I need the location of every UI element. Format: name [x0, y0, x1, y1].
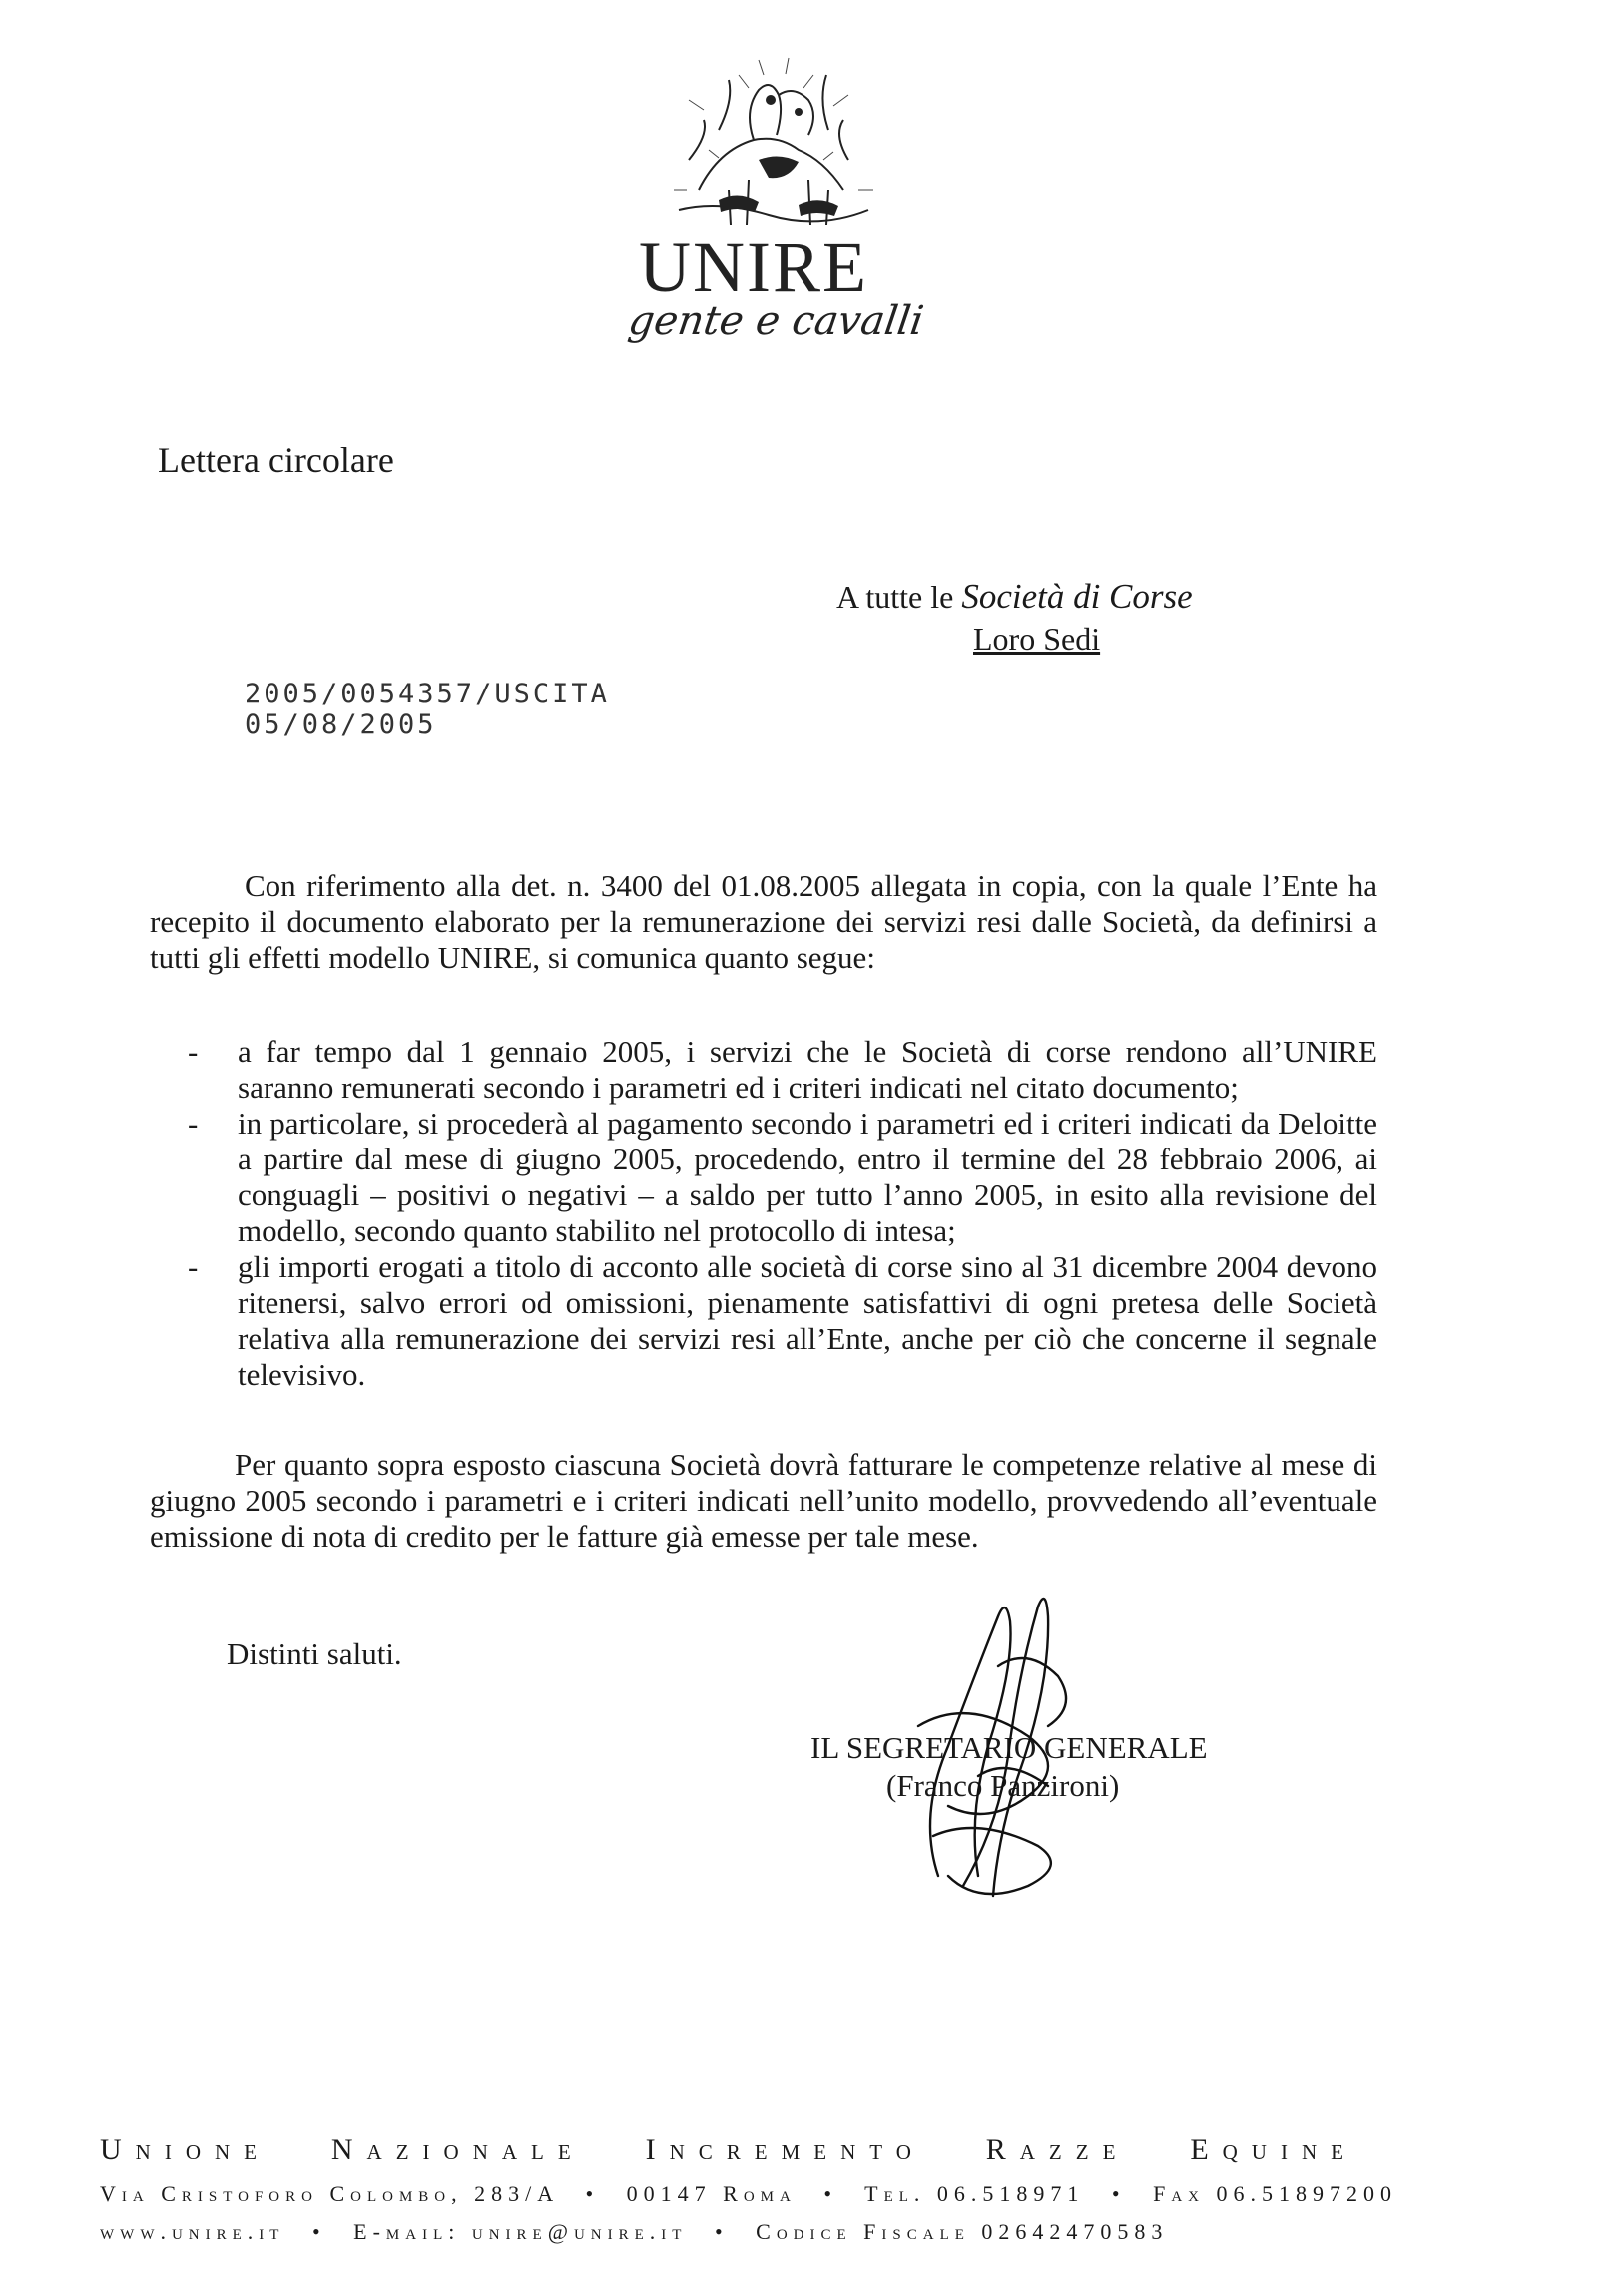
signatory-title: IL SEGRETARIO GENERALE [810, 1730, 1208, 1765]
handwritten-signature-icon [878, 1577, 1098, 1916]
protocol-number: 2005/0054357/USCITA [245, 679, 610, 709]
letterhead-name: UNIRE [639, 228, 868, 307]
recipient-name: Società di Corse [961, 577, 1193, 616]
list-item [180, 1249, 1377, 1393]
recipient [836, 577, 1193, 617]
footer-organization [100, 2133, 1357, 2167]
footer-postal: 00147 Roma [626, 2181, 797, 2206]
footer-tel: Tel. 06.518971 [864, 2181, 1085, 2206]
protocol-date: 05/08/2005 [245, 709, 437, 740]
footer-separator: • [585, 2181, 600, 2206]
footer-org-word: Unione [100, 2133, 270, 2166]
bullet-text: a far tempo dal 1 gennaio 2005, i servizi che le Società di corse rendono all’UNIRE saranno remunerati secondo i parametri ed i criteri indicati nel citato documento; [238, 1034, 1377, 1105]
footer-org-word: Incremento [645, 2133, 925, 2166]
footer-org-word: Equine [1190, 2133, 1357, 2166]
horses-emblem-icon [659, 40, 888, 239]
footer-separator: • [311, 2219, 326, 2244]
letterhead-tagline: gente e cavalli [625, 298, 927, 344]
signatory-name: (Franco Panzironi) [886, 1768, 1120, 1803]
protocol-stamp [245, 679, 610, 740]
footer-separator: • [1111, 2181, 1126, 2206]
paragraph-intro: Con riferimento alla det. n. 3400 del 01.08.2005 allegata in copia, con la quale l’Ente ha recepito il documento elaborato per la remunerazione dei servizi resi dalle Società, da definirsi a tutti gli effetti modello UNIRE, si comunica quanto segue: [150, 868, 1377, 975]
letterhead-logo [599, 40, 928, 344]
bullet-text: gli importi erogati a titolo di acconto alle società di corse sino al 31 dicembre 2004 devono ritenersi, salvo errori od omissioni, pienamente satisfattivi di ogni pretesa delle Società relativa alla remunerazione dei servizi resi all’Ente, anche per ciò che concerne il segnale televisivo. [238, 1249, 1377, 1392]
footer-tax-code: Codice Fiscale 02642470583 [756, 2219, 1169, 2244]
bullet-list [180, 1034, 1377, 1393]
footer-address-line [100, 2181, 1398, 2207]
bullet-dash: - [188, 1106, 199, 1141]
footer-email: E-mail: unire@unire.it [353, 2219, 688, 2244]
list-item [180, 1106, 1377, 1249]
footer-web-line [100, 2219, 1357, 2245]
footer-org-word: Razze [985, 2133, 1130, 2166]
footer-separator: • [823, 2181, 838, 2206]
bullet-dash: - [188, 1249, 199, 1284]
bullet-text: in particolare, si procederà al pagamento secondo i parametri ed i criteri indicati da Deloitte a partire dal mese di giugno 2005, procedendo, entro il termine del 28 febbraio 2006, ai conguagli – positivi o negativi – a saldo per tutto l’anno 2005, in esito alla revisione del modello, secondo quanto stabilito nel protocollo di intesa; [238, 1106, 1377, 1248]
footer-separator: • [714, 2219, 729, 2244]
footer-fax: Fax 06.51897200 [1153, 2181, 1398, 2206]
paragraph-closing: Per quanto sopra esposto ciascuna Società dovrà fatturare le competenze relative al mese di giugno 2005 secondo i parametri e i criteri indicati nell’unito modello, provvedendo all’eventuale emissione di nota di credito per le fatture già emesse per tale mese. [150, 1447, 1377, 1554]
list-item [180, 1034, 1377, 1106]
recipient-place: Loro Sedi [973, 621, 1101, 657]
bullet-dash: - [188, 1034, 199, 1069]
document-type: Lettera circolare [158, 440, 394, 480]
recipient-lead: A tutte le [836, 579, 954, 615]
closing-salutation: Distinti saluti. [227, 1636, 402, 1671]
footer-org-word: Nazionale [330, 2133, 585, 2166]
footer-web: www.unire.it [100, 2219, 285, 2244]
footer-address: Via Cristoforo Colombo, 283/A [100, 2181, 558, 2206]
